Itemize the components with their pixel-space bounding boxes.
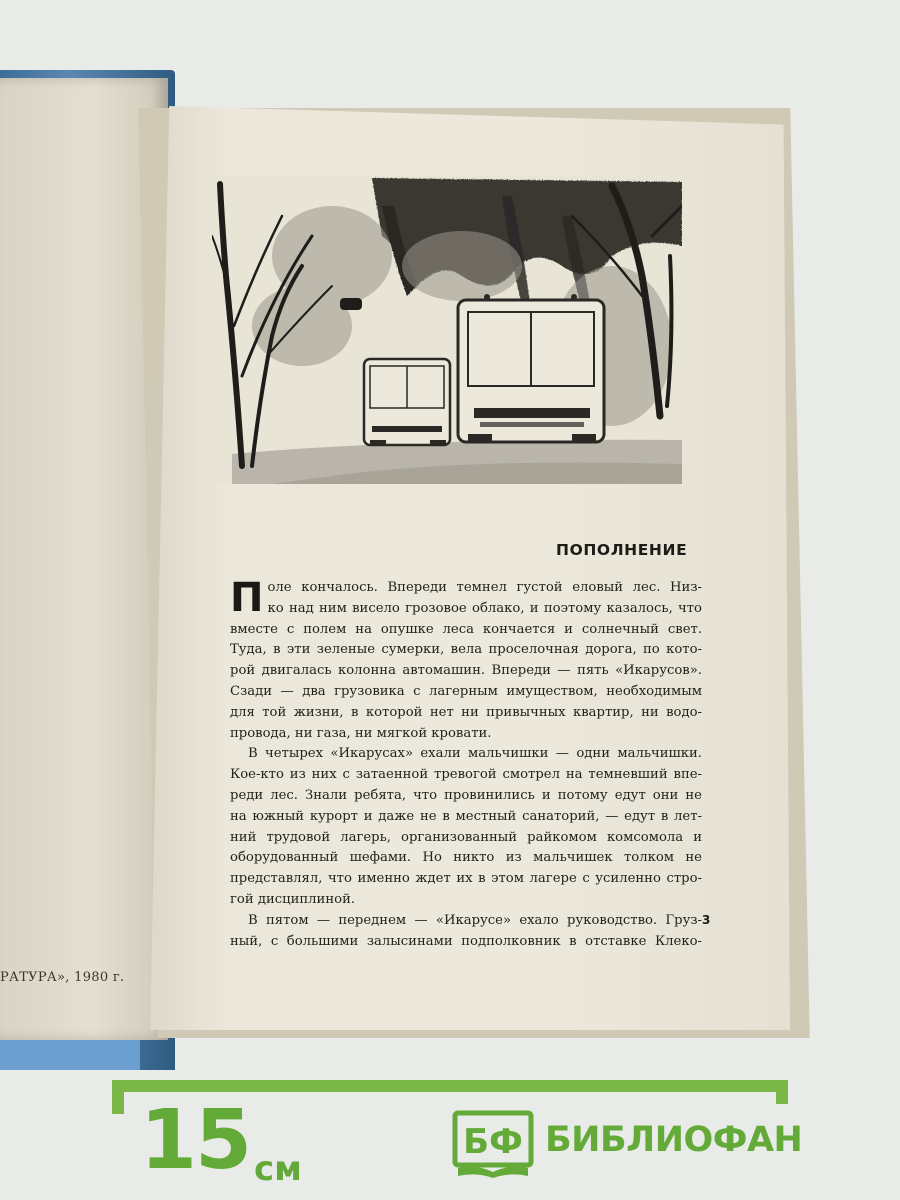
chapter-body [230, 575, 702, 952]
text-line: Кое-кто из них с затаенной тревогой смотрел на темневший впе- [230, 767, 702, 783]
text-line: ный, с большими залысинами подполковник в отставке Клеко- [230, 933, 702, 949]
ruler-length-number: 15 [140, 1093, 251, 1188]
text-line: провода, ни газа, ни мягкой кровати. [230, 725, 492, 741]
bus-right [458, 294, 604, 442]
dropcap-letter: П [230, 575, 264, 621]
ruler-length-unit: см [254, 1149, 302, 1189]
text-line: В четырех «Икарусах» ехали мальчишки — одни мальчишки. [248, 746, 702, 762]
left-page-imprint: РАТУРА», 1980 г. [0, 970, 125, 985]
text-line: Туда, в эти зеленые сумерки, вела проселочная дорога, по кото- [230, 642, 702, 658]
bus-road-illustration [212, 176, 682, 484]
text-line: гой дисциплиной. [230, 891, 356, 907]
text-line: для той жизни, в которой нет ни привычных квартир, ни водо- [230, 704, 702, 720]
distant-car [340, 298, 362, 310]
text-line: вместе с полем на опушке леса кончается и солнечный свет. [230, 621, 702, 637]
logo-brand-name: БИБЛИОФАН [545, 1120, 803, 1160]
chapter-title: ПОПОЛНЕНИЕ [556, 541, 688, 559]
text-line: оборудованный шефами. Но никто из мальчишек толком не [230, 850, 702, 866]
ruler-tick-right [776, 1080, 788, 1104]
text-line: ний трудовой лагерь, организованный райкомом комсомола и [230, 829, 702, 845]
text-line: представлял, что именно ждет их в этом лагере с усиленно стро- [230, 871, 702, 887]
logo-mark-text: БФ [463, 1122, 523, 1162]
text-line: Сзади — два грузовика с лагерным имуществом, необходимым [230, 683, 702, 699]
text-line: оле кончалось. Впереди темнел густой еловый лес. Низ- [267, 580, 702, 595]
ruler-bar [112, 1080, 788, 1092]
page-number: 3 [702, 913, 711, 927]
bus-left [364, 359, 450, 446]
text-line: реди лес. Знали ребята, что провинились и потому едут они не [230, 787, 702, 803]
text-line: рой двигалась колонна автомашин. Впереди — пять «Икарусов». [230, 663, 702, 679]
book-logo-icon [452, 1110, 534, 1180]
text-line: В пятом — переднем — «Икарусе» ехало руководство. Груз- [248, 912, 702, 928]
ruler-tick-left [112, 1080, 124, 1114]
text-line: ко над ним висело грозовое облако, и поэтому казалось, что [267, 600, 702, 616]
text-line: на южный курорт и даже не в местный санаторий, — едут в лет- [230, 808, 702, 824]
